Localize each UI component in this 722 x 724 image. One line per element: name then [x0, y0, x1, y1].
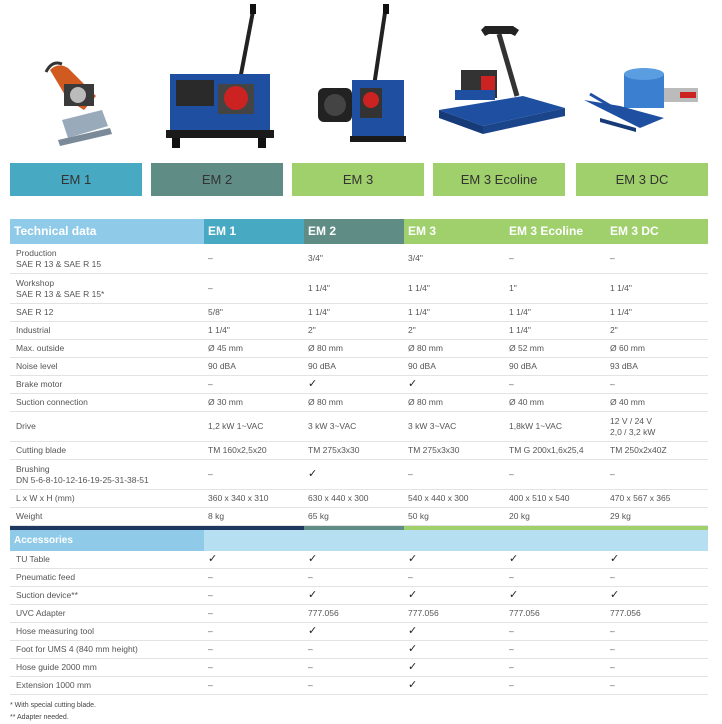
cell-value: 3/4"	[308, 253, 323, 263]
table-cell	[404, 641, 505, 659]
table-cell	[505, 490, 606, 508]
accessories-header	[10, 530, 708, 551]
table-cell	[606, 569, 708, 587]
table-row	[10, 659, 708, 677]
cell-value: –	[509, 379, 514, 389]
cell-value: 3/4"	[408, 253, 423, 263]
table-cell	[204, 340, 304, 358]
table-row	[10, 641, 708, 659]
cell-value: Ø 80 mm	[308, 397, 343, 407]
cell-value: 2"	[308, 325, 316, 335]
cell-value: 65 kg	[308, 511, 329, 521]
table-cell	[606, 677, 708, 695]
cell-value: 777.056	[509, 608, 540, 618]
cell-value: –	[610, 626, 615, 636]
row-label	[10, 358, 204, 376]
cell-value: Ø 80 mm	[408, 397, 443, 407]
cell-value: –	[208, 253, 213, 263]
header-em3: EM 3	[404, 219, 505, 244]
cell-value: 1 1/4"	[509, 325, 531, 335]
cell-value: TM 275x3x30	[308, 445, 360, 455]
cell-value: –	[308, 662, 313, 672]
cell-value: –	[509, 572, 514, 582]
table-cell	[606, 460, 708, 490]
table-cell	[204, 394, 304, 412]
table-cell	[505, 677, 606, 695]
cell-value: 1 1/4"	[208, 325, 230, 335]
accessories-header-cell	[204, 530, 304, 551]
cell-value: –	[610, 469, 615, 479]
check-icon: ✓	[308, 553, 318, 565]
row-label: Foot for UMS 4 (840 mm height)	[10, 641, 204, 659]
cell-value: 29 kg	[610, 511, 631, 521]
check-icon: ✓	[308, 625, 318, 637]
table-cell	[204, 412, 304, 442]
check-icon: ✓	[610, 553, 620, 565]
cell-value: –	[509, 644, 514, 654]
table-cell	[304, 376, 404, 394]
cell-value: –	[208, 680, 213, 690]
table-cell	[304, 322, 404, 340]
cell-value: –	[208, 644, 213, 654]
row-label	[10, 304, 204, 322]
cell-line: 2,0 / 3,2 kW	[610, 426, 656, 437]
table-cell	[404, 659, 505, 677]
cell-value: –	[208, 662, 213, 672]
cell-value: Ø 45 mm	[208, 343, 243, 353]
table-cell	[304, 490, 404, 508]
row-label-line: Weight	[16, 511, 43, 521]
table-cell	[404, 244, 505, 274]
table-cell	[505, 304, 606, 322]
table-cell	[304, 623, 404, 641]
table-cell	[404, 304, 505, 322]
cell-value: –	[610, 662, 615, 672]
cell-value: –	[610, 572, 615, 582]
table-cell	[304, 605, 404, 623]
row-label: UVC Adapter	[10, 605, 204, 623]
cell-value: 1,8kW 1~VAC	[509, 421, 562, 431]
table-row	[10, 677, 708, 695]
table-row	[10, 244, 708, 274]
table-cell	[204, 551, 304, 569]
row-label-line: SAE R 13 & SAE R 15	[16, 258, 102, 269]
table-cell	[606, 490, 708, 508]
cell-value: –	[208, 626, 213, 636]
table-cell	[404, 677, 505, 695]
cell-value: 3 kW 3~VAC	[308, 421, 357, 431]
table-cell	[304, 569, 404, 587]
table-row	[10, 605, 708, 623]
table-row	[10, 322, 708, 340]
cell-value: TM G 200x1,6x25,4	[509, 445, 584, 455]
table-cell	[304, 412, 404, 442]
cell-value: 1,2 kW 1~VAC	[208, 421, 264, 431]
row-label-line: Workshop	[16, 277, 55, 288]
cell-value: –	[308, 644, 313, 654]
accessories-header-cell	[505, 530, 606, 551]
header-em2: EM 2	[304, 219, 404, 244]
check-icon: ✓	[408, 679, 418, 691]
cell-value: 630 x 440 x 300	[308, 493, 369, 503]
table-cell	[505, 551, 606, 569]
table-cell	[204, 659, 304, 677]
table-cell	[606, 605, 708, 623]
table-cell	[404, 508, 505, 526]
table-cell	[505, 569, 606, 587]
cell-value: –	[208, 469, 213, 479]
row-label-line: SAE R 12	[16, 307, 54, 317]
row-label	[10, 244, 204, 274]
row-label	[10, 490, 204, 508]
check-icon: ✓	[610, 589, 620, 601]
cell-value: TM 160x2,5x20	[208, 445, 267, 455]
cell-line: 12 V / 24 V	[610, 415, 653, 426]
header-em1: EM 1	[204, 219, 304, 244]
table-cell	[404, 376, 505, 394]
row-label	[10, 376, 204, 394]
table-cell	[304, 394, 404, 412]
cell-value: –	[509, 253, 514, 263]
check-icon: ✓	[308, 589, 318, 601]
em3-product-image	[310, 0, 410, 158]
tab-em3-dc[interactable]: EM 3 DC	[576, 163, 708, 196]
row-label-line: Suction connection	[16, 397, 88, 407]
row-label: TU Table	[10, 551, 204, 569]
table-cell	[204, 244, 304, 274]
cell-value: 8 kg	[208, 511, 225, 521]
accessories-title: Accessories	[10, 530, 204, 551]
cell-value: 777.056	[610, 608, 641, 618]
table-cell	[204, 322, 304, 340]
row-label-line: Brushing	[16, 463, 50, 474]
cell-value: TM 250x2x40Z	[610, 445, 667, 455]
cell-value: 1 1/4"	[408, 307, 430, 317]
em1-product-image	[38, 0, 118, 158]
table-cell	[404, 358, 505, 376]
cell-value: –	[509, 469, 514, 479]
table-cell	[505, 376, 606, 394]
row-label: Pneumatic feed	[10, 569, 204, 587]
row-label-line: L x W x H (mm)	[16, 493, 75, 503]
cell-value: Ø 80 mm	[408, 343, 443, 353]
cell-value: 2"	[408, 325, 416, 335]
cell-value: 1 1/4"	[308, 307, 330, 317]
table-cell	[304, 587, 404, 605]
cell-value: 1 1/4"	[610, 283, 632, 293]
cell-value: –	[408, 572, 413, 582]
cell-value: Ø 80 mm	[308, 343, 343, 353]
table-cell	[404, 394, 505, 412]
cell-value: 1"	[509, 283, 517, 293]
tab-em1[interactable]: EM 1	[10, 163, 142, 196]
cell-value: –	[308, 572, 313, 582]
table-cell	[204, 623, 304, 641]
em2-product-image	[160, 0, 280, 158]
table-row	[10, 394, 708, 412]
table-cell	[505, 605, 606, 623]
cell-value: 20 kg	[509, 511, 530, 521]
table-cell	[304, 244, 404, 274]
table-cell	[606, 376, 708, 394]
row-label-line: Drive	[16, 421, 36, 431]
cell-value: –	[610, 253, 615, 263]
check-icon: ✓	[408, 643, 418, 655]
cell-value: 90 dBA	[308, 361, 336, 371]
table-cell	[304, 358, 404, 376]
table-cell	[304, 340, 404, 358]
check-icon: ✓	[308, 378, 318, 390]
table-cell	[204, 587, 304, 605]
table-cell	[606, 322, 708, 340]
table-cell	[404, 490, 505, 508]
table-cell	[505, 322, 606, 340]
table-cell	[404, 340, 505, 358]
cell-value: 50 kg	[408, 511, 429, 521]
table-row	[10, 274, 708, 304]
table-row	[10, 569, 708, 587]
table-cell	[505, 394, 606, 412]
row-label: Hose guide 2000 mm	[10, 659, 204, 677]
table-cell	[505, 412, 606, 442]
cell-value: 2"	[610, 325, 618, 335]
cell-value: 93 dBA	[610, 361, 638, 371]
table-cell	[505, 340, 606, 358]
row-label	[10, 394, 204, 412]
table-cell	[606, 659, 708, 677]
cell-value: 470 x 567 x 365	[610, 493, 671, 503]
table-cell	[505, 442, 606, 460]
table-cell	[505, 244, 606, 274]
row-label-line: SAE R 13 & SAE R 15*	[16, 288, 105, 299]
table-cell	[404, 274, 505, 304]
table-cell	[606, 508, 708, 526]
table-cell	[505, 623, 606, 641]
table-row	[10, 587, 708, 605]
check-icon: ✓	[208, 553, 218, 565]
em3-dc-product-image	[580, 0, 710, 158]
cell-value: 5/8"	[208, 307, 223, 317]
table-cell	[304, 442, 404, 460]
table-cell	[204, 508, 304, 526]
table-cell	[505, 641, 606, 659]
cell-value: –	[208, 572, 213, 582]
cell-value: –	[208, 608, 213, 618]
check-icon: ✓	[408, 553, 418, 565]
tab-em2[interactable]: EM 2	[151, 163, 283, 196]
table-cell	[505, 659, 606, 677]
cell-value: 90 dBA	[208, 361, 236, 371]
row-label-line: Max. outside	[16, 343, 65, 353]
cell-value: 360 x 340 x 310	[208, 493, 269, 503]
table-row	[10, 358, 708, 376]
row-label	[10, 460, 204, 490]
accessories-header-cell	[304, 530, 404, 551]
table-cell	[304, 460, 404, 490]
table-cell	[505, 358, 606, 376]
check-icon: ✓	[408, 625, 418, 637]
row-label	[10, 322, 204, 340]
check-icon: ✓	[408, 661, 418, 673]
row-label-line: DN 5-6-8-10-12-16-19-25-31-38-51	[16, 474, 149, 485]
table-cell	[505, 460, 606, 490]
table-cell	[204, 304, 304, 322]
cell-value: Ø 52 mm	[509, 343, 544, 353]
cell-value: –	[610, 644, 615, 654]
header-technical-data: Technical data	[10, 219, 204, 244]
table-cell	[204, 460, 304, 490]
table-cell	[404, 551, 505, 569]
table-row	[10, 508, 708, 526]
cell-value: 1 1/4"	[308, 283, 330, 293]
table-row	[10, 460, 708, 490]
tab-em3[interactable]: EM 3	[292, 163, 424, 196]
accessories-header-cell	[404, 530, 505, 551]
cell-value: Ø 40 mm	[509, 397, 544, 407]
row-label	[10, 442, 204, 460]
row-label: Hose measuring tool	[10, 623, 204, 641]
cell-value: 1 1/4"	[408, 283, 430, 293]
cell-value: –	[509, 626, 514, 636]
row-label-line: Noise level	[16, 361, 58, 371]
cell-value: TM 275x3x30	[408, 445, 460, 455]
table-cell	[505, 274, 606, 304]
table-cell	[606, 274, 708, 304]
table-cell	[304, 508, 404, 526]
row-label-line: Cutting blade	[16, 445, 67, 455]
check-icon: ✓	[509, 553, 519, 565]
check-icon: ✓	[408, 589, 418, 601]
table-cell	[505, 508, 606, 526]
header-em3dc: EM 3 DC	[606, 219, 708, 244]
table-header	[10, 219, 708, 244]
footnote-1: * With special cutting blade.	[10, 702, 96, 709]
row-label	[10, 412, 204, 442]
table-cell	[606, 244, 708, 274]
cell-value: 400 x 510 x 540	[509, 493, 570, 503]
table-cell	[606, 340, 708, 358]
row-label	[10, 274, 204, 304]
row-label	[10, 340, 204, 358]
cell-value: 777.056	[408, 608, 439, 618]
table-cell	[204, 358, 304, 376]
table-cell	[505, 587, 606, 605]
table-cell	[606, 641, 708, 659]
row-label	[10, 508, 204, 526]
table-cell	[404, 460, 505, 490]
technical-data-table	[10, 219, 708, 695]
cell-value: –	[610, 680, 615, 690]
table-cell	[304, 274, 404, 304]
cell-value: 540 x 440 x 300	[408, 493, 469, 503]
cell-value: 90 dBA	[509, 361, 537, 371]
table-cell	[404, 442, 505, 460]
cell-value: 90 dBA	[408, 361, 436, 371]
cell-value: –	[308, 680, 313, 690]
cell-value: –	[509, 680, 514, 690]
table-cell	[404, 587, 505, 605]
table-cell	[404, 605, 505, 623]
cell-value: –	[208, 283, 213, 293]
table-row	[10, 376, 708, 394]
table-cell	[606, 587, 708, 605]
table-cell	[204, 490, 304, 508]
table-row	[10, 442, 708, 460]
table-row	[10, 551, 708, 569]
em3-ecoline-product-image	[433, 0, 573, 158]
table-cell	[304, 304, 404, 322]
cell-value: –	[610, 379, 615, 389]
table-cell	[606, 412, 708, 442]
table-cell	[606, 623, 708, 641]
table-cell	[404, 569, 505, 587]
table-cell	[204, 677, 304, 695]
table-cell	[606, 442, 708, 460]
table-cell	[204, 641, 304, 659]
cell-value: –	[509, 662, 514, 672]
table-row	[10, 304, 708, 322]
table-cell	[606, 358, 708, 376]
table-cell	[204, 274, 304, 304]
table-cell	[204, 442, 304, 460]
cell-value: Ø 30 mm	[208, 397, 243, 407]
table-cell	[606, 394, 708, 412]
table-row	[10, 623, 708, 641]
table-cell	[404, 322, 505, 340]
row-label-line: Industrial	[16, 325, 51, 335]
table-cell	[606, 551, 708, 569]
table-cell	[606, 304, 708, 322]
cell-value: 3 kW 3~VAC	[408, 421, 457, 431]
cell-value: –	[208, 590, 213, 600]
table-cell	[404, 623, 505, 641]
table-row	[10, 340, 708, 358]
cell-value: Ø 40 mm	[610, 397, 645, 407]
table-cell	[204, 605, 304, 623]
table-cell	[204, 376, 304, 394]
check-icon: ✓	[509, 589, 519, 601]
table-cell	[404, 412, 505, 442]
row-label: Suction device**	[10, 587, 204, 605]
cell-value: –	[408, 469, 413, 479]
check-icon: ✓	[408, 378, 418, 390]
product-images	[10, 0, 708, 158]
header-em3eco: EM 3 Ecoline	[505, 219, 606, 244]
row-label-line: Brake motor	[16, 379, 63, 389]
cell-value: 777.056	[308, 608, 339, 618]
row-label: Extension 1000 mm	[10, 677, 204, 695]
table-row	[10, 490, 708, 508]
footnote-2: ** Adapter needed.	[10, 714, 69, 721]
row-label-line: Production	[16, 247, 57, 258]
tab-em3-ecoline[interactable]: EM 3 Ecoline	[433, 163, 565, 196]
table-cell	[304, 551, 404, 569]
cell-value: –	[208, 379, 213, 389]
cell-value: 1 1/4"	[509, 307, 531, 317]
table-row	[10, 412, 708, 442]
table-cell	[204, 569, 304, 587]
cell-value: Ø 60 mm	[610, 343, 645, 353]
cell-value: 1 1/4"	[610, 307, 632, 317]
accessories-header-cell	[606, 530, 708, 551]
check-icon: ✓	[308, 468, 318, 480]
table-cell	[304, 641, 404, 659]
table-cell	[304, 659, 404, 677]
table-cell	[304, 677, 404, 695]
